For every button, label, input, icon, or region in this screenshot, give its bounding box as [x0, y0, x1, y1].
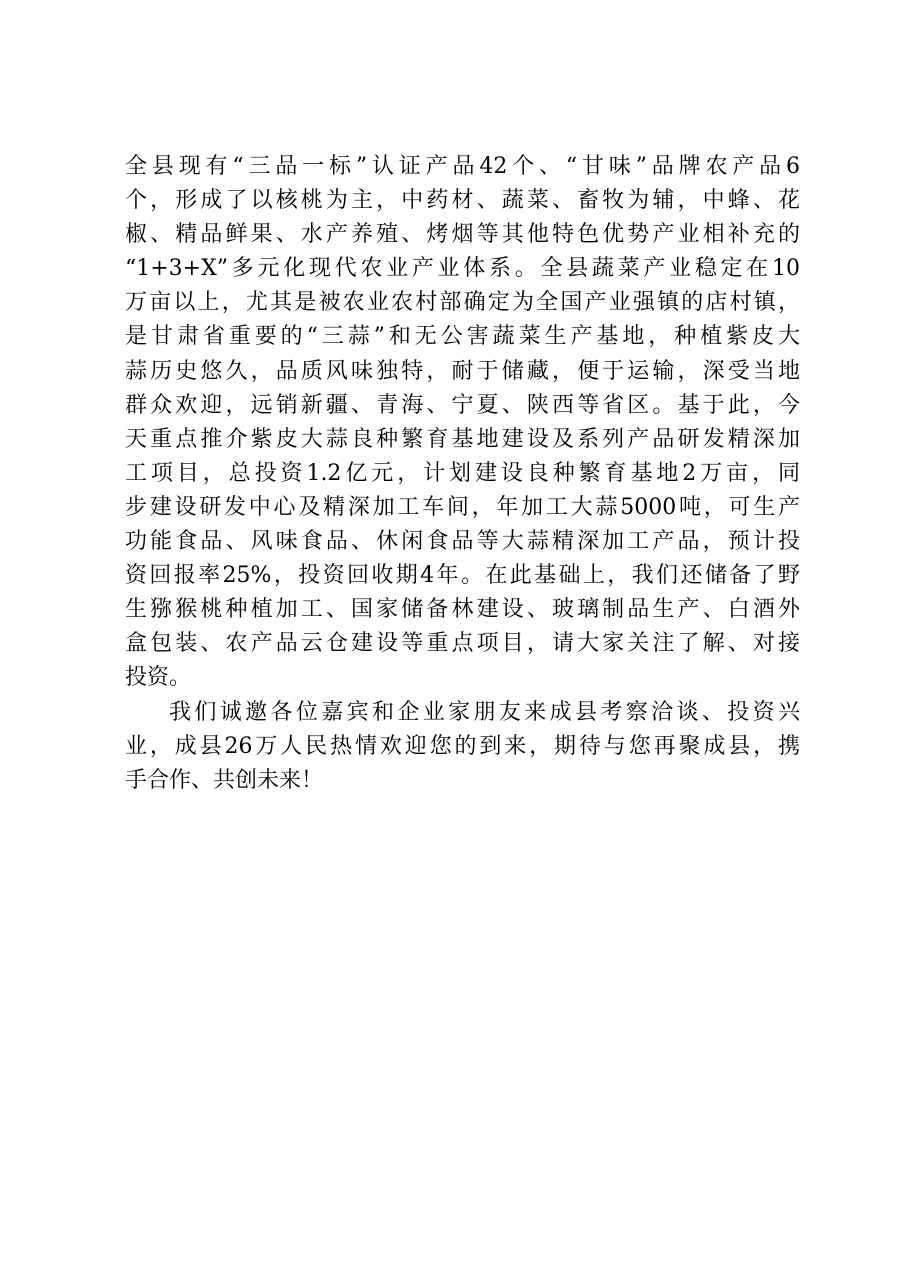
document-body	[125, 150, 800, 798]
paragraph-2	[125, 696, 800, 798]
paragraph-1	[125, 150, 800, 696]
text-line: 生猕猴桃种植加工、国家储备林建设、玻璃制品生产、白酒外	[125, 597, 800, 623]
text-line: 个，形成了以核桃为主，中药材、蔬菜、畜牧为辅，中蜂、花	[125, 188, 800, 214]
text-line: 步建设研发中心及精深加工车间，年加工大蒜5000吨，可生产	[125, 494, 800, 520]
text-line: 万亩以上，尤其是被农业农村部确定为全国产业强镇的店村镇，	[125, 290, 800, 316]
text-line: 椒、精品鲜果、水产养殖、烤烟等其他特色优势产业相补充的	[125, 222, 800, 248]
text-line: 天重点推介紫皮大蒜良种繁育基地建设及系列产品研发精深加	[125, 426, 800, 452]
text-line: 全县现有“三品一标”认证产品42个、“甘味”品牌农产品6	[125, 154, 800, 179]
text-line: 工项目，总投资1.2亿元，计划建设良种繁育基地2万亩，同	[125, 460, 800, 486]
text-line: 盒包装、农产品云仓建设等重点项目，请大家关注了解、对接	[125, 631, 800, 657]
text-line: 投资。	[125, 665, 192, 691]
text-line: 是甘肃省重要的“三蒜”和无公害蔬菜生产基地，种植紫皮大	[125, 324, 800, 350]
text-line: 手合作、共创未来！	[125, 767, 324, 793]
text-line: 功能食品、风味食品、休闲食品等大蒜精深加工产品，预计投	[125, 529, 800, 555]
text-line: 业，成县26万人民热情欢迎您的到来，期待与您再聚成县，携	[125, 733, 800, 759]
text-line: 我们诚邀各位嘉宾和企业家朋友来成县考察洽谈、投资兴	[169, 699, 800, 725]
text-line: 蒜历史悠久，品质风味独特，耐于储藏，便于运输，深受当地	[125, 358, 800, 384]
text-line: “1+3+X”多元化现代农业产业体系。全县蔬菜产业稳定在10	[125, 256, 800, 282]
text-line: 资回报率25%，投资回收期4年。在此基础上，我们还储备了野	[125, 563, 800, 589]
text-line: 群众欢迎，远销新疆、青海、宁夏、陕西等省区。基于此，今	[125, 392, 800, 418]
